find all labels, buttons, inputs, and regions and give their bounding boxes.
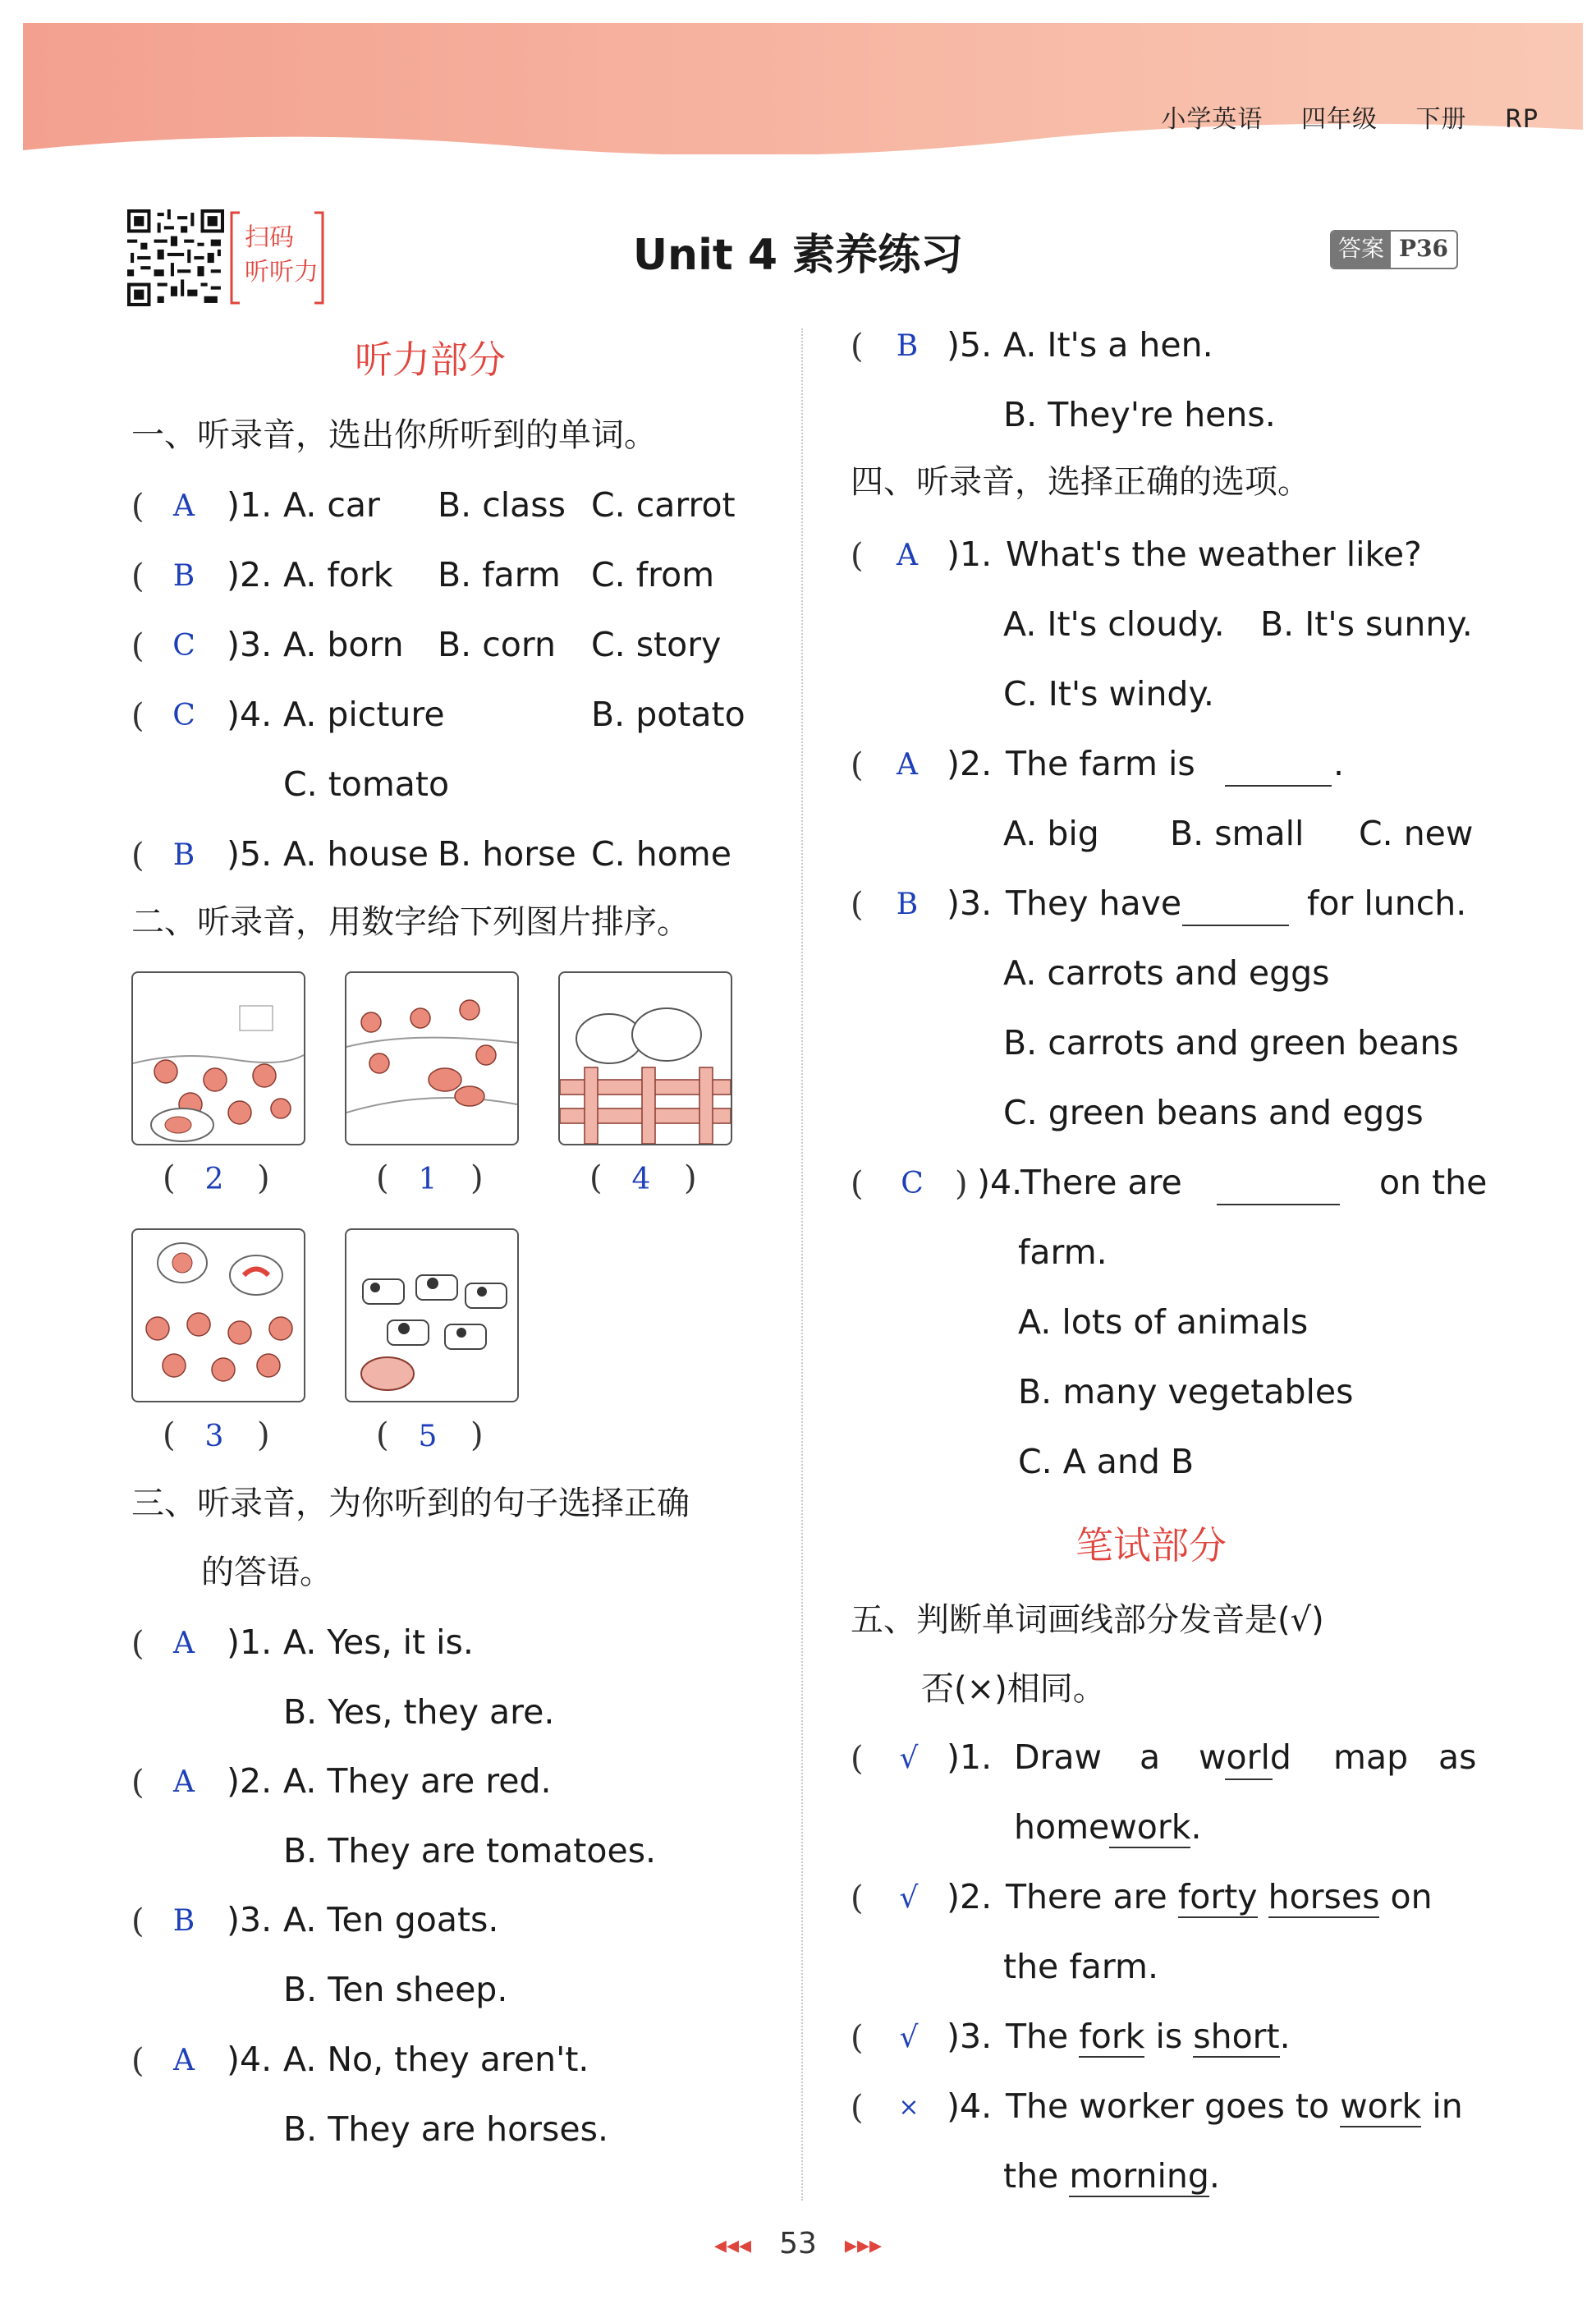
answer-mark: B bbox=[172, 1904, 195, 1938]
answer-blank bbox=[1217, 1204, 1340, 1205]
answer-blank bbox=[1225, 785, 1332, 787]
answer-mark: C bbox=[172, 629, 195, 663]
part1-title: 一、听录音，选出你所听到的单词。 bbox=[131, 416, 657, 454]
grade: 四年级 bbox=[1300, 105, 1378, 134]
page-footer bbox=[0, 2227, 1596, 2260]
term: 下册 bbox=[1415, 105, 1467, 134]
answer-mark: A bbox=[173, 1765, 195, 1799]
answer-tag bbox=[1330, 230, 1458, 269]
next-arrows-icon: ▸▸▸ bbox=[844, 2231, 883, 2260]
header-banner bbox=[23, 23, 1583, 154]
answer-mark: A bbox=[173, 2044, 195, 2077]
part4-title: 四、听录音，选择正确的选项。 bbox=[851, 463, 1310, 501]
answer-mark: B bbox=[172, 838, 195, 872]
picture-vegetable-field bbox=[131, 971, 305, 1145]
picture-tomato-plants bbox=[131, 1228, 305, 1402]
page-title: Unit 4 素养练习 bbox=[632, 231, 964, 280]
listening-section-title: 听力部分 bbox=[355, 337, 506, 382]
answer-mark: A bbox=[173, 1627, 195, 1660]
answer-mark: C bbox=[172, 699, 195, 732]
answer-mark: √ bbox=[899, 2021, 919, 2054]
picture-order-answer: 1 bbox=[418, 1163, 438, 1196]
part2-title: 二、听录音，用数字给下列图片排序。 bbox=[131, 903, 690, 941]
picture-cows-pigs bbox=[345, 1228, 519, 1402]
answer-mark: A bbox=[897, 748, 918, 782]
answer-mark: B bbox=[896, 329, 919, 363]
edition: RP bbox=[1505, 105, 1539, 134]
subject: 小学英语 bbox=[1161, 105, 1264, 134]
page-number: 53 bbox=[779, 2227, 817, 2260]
picture-order-answer: 5 bbox=[418, 1420, 438, 1453]
answer-mark: C bbox=[901, 1167, 924, 1200]
qr-label-line2: 听听力 bbox=[245, 258, 319, 287]
answer-mark: B bbox=[896, 888, 919, 921]
part5-title: 五、判断单词画线部分发音是(√) bbox=[851, 1601, 1324, 1639]
answer-mark: √ bbox=[899, 1742, 919, 1775]
column-divider bbox=[801, 328, 803, 2201]
underline-mark bbox=[1225, 1778, 1273, 1780]
prev-arrows-icon: ◂◂◂ bbox=[713, 2231, 752, 2260]
answer-mark: A bbox=[897, 539, 918, 572]
picture-order-answer: 2 bbox=[204, 1163, 224, 1196]
picture-order-answer: 4 bbox=[631, 1163, 651, 1196]
picture-farm-chickens bbox=[345, 971, 519, 1145]
answer-mark: × bbox=[898, 2093, 920, 2122]
book-info bbox=[1131, 99, 1539, 135]
writing-section-title: 笔试部分 bbox=[1075, 1523, 1227, 1567]
qr-label-line1: 扫码 bbox=[245, 223, 294, 252]
answer-mark: √ bbox=[899, 1881, 919, 1915]
picture-sheep-fence bbox=[558, 971, 732, 1145]
answer-tag-label: 答案 bbox=[1332, 232, 1391, 268]
answer-tag-page: P36 bbox=[1399, 235, 1449, 262]
part3-title: 三、听录音，为你听到的句子选择正确 bbox=[131, 1485, 690, 1522]
part5-title-cont: 否(×)相同。 bbox=[921, 1670, 1106, 1708]
answer-mark: A bbox=[173, 489, 195, 523]
answer-blank bbox=[1182, 925, 1289, 926]
picture-order-answer: 3 bbox=[204, 1420, 224, 1453]
answer-mark: B bbox=[172, 559, 195, 593]
part3-title-cont: 的答语。 bbox=[201, 1554, 332, 1591]
